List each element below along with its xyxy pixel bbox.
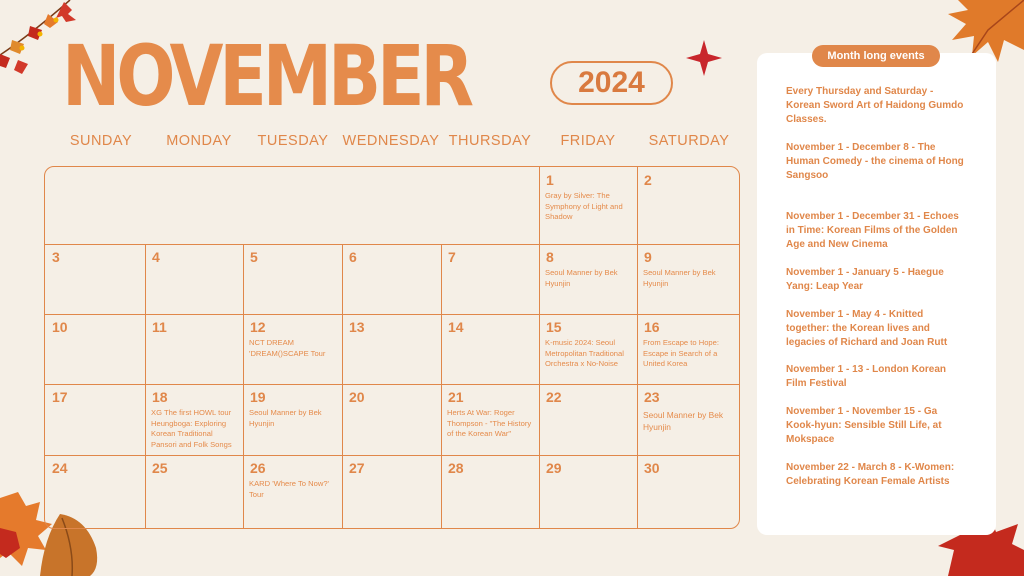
day-number: 9 [644, 249, 652, 265]
day-cell[interactable] [45, 314, 145, 384]
month-event-item: November 1 - 13 - London Korean Film Festival [786, 364, 947, 389]
day-event: KARD 'Where To Now?' Tour [249, 479, 329, 499]
day-number: 3 [52, 249, 60, 265]
weekday-thursday: THURSDAY [448, 133, 532, 149]
day-number: 29 [546, 460, 562, 476]
year-badge: 2024 [550, 61, 673, 105]
day-event-line: Heungboga: Exploring Korean Traditional Pansori and Folk Songs [151, 418, 232, 449]
month-event-item: November 1 - November 15 - Ga Kook-hyun: Sensible Still Life, at Mokspace [786, 406, 942, 445]
weekday-saturday: SATURDAY [648, 133, 730, 149]
day-event: From Escape to Hope: Escape in Search of a United Korea [643, 338, 719, 368]
day-cell[interactable] [539, 314, 637, 384]
day-number: 14 [448, 319, 464, 335]
sparkle-star-icon [686, 40, 722, 76]
day-cell[interactable] [539, 244, 637, 314]
day-number: 7 [448, 249, 456, 265]
day-event: K-music 2024: Seoul Metropolitan Traditional Orchestra x No-Noise [545, 338, 624, 368]
day-number: 17 [52, 389, 68, 405]
weekday-monday: MONDAY [166, 133, 232, 149]
day-cell[interactable] [441, 455, 539, 528]
events-panel-header: Month long events [812, 45, 940, 67]
day-number: 20 [349, 389, 365, 405]
day-cell[interactable] [145, 314, 243, 384]
day-cell[interactable] [243, 314, 342, 384]
day-cell[interactable] [637, 455, 737, 528]
day-cell[interactable] [243, 244, 342, 314]
day-number: 13 [349, 319, 365, 335]
day-cell[interactable] [342, 244, 441, 314]
day-cell[interactable] [441, 384, 539, 455]
day-cell[interactable] [342, 384, 441, 455]
day-event: Seoul Manner by Bek Hyunjin [545, 268, 618, 288]
month-event-item: November 1 - May 4 - Knitted together: the Korean lives and legacies of Richard and Joan Rutt [786, 309, 948, 348]
day-cell[interactable] [539, 384, 637, 455]
day-cell[interactable] [441, 314, 539, 384]
day-number: 25 [152, 460, 168, 476]
day-event: NCT DREAM 'DREAM()SCAPE Tour [249, 338, 326, 358]
day-number: 12 [250, 319, 266, 335]
day-cell[interactable] [342, 455, 441, 528]
day-event [151, 408, 239, 450]
day-cell[interactable] [145, 244, 243, 314]
month-event-item: November 22 - March 8 - K-Women: Celebrating Korean Female Artists [786, 462, 955, 487]
day-number: 10 [52, 319, 68, 335]
day-number: 1 [546, 172, 554, 188]
day-cell[interactable] [637, 384, 737, 455]
day-number: 30 [644, 460, 660, 476]
day-number: 23 [644, 389, 660, 405]
day-cell[interactable] [145, 455, 243, 528]
day-number: 2 [644, 172, 652, 188]
day-number: 19 [250, 389, 266, 405]
day-number: 5 [250, 249, 258, 265]
day-number: 21 [448, 389, 464, 405]
day-cell[interactable] [637, 314, 737, 384]
day-event: Seoul Manner by Bek Hyunjin [643, 410, 724, 432]
month-title: NOVEMBER [62, 27, 470, 125]
weekday-tuesday: TUESDAY [257, 133, 329, 149]
day-cell[interactable] [243, 384, 342, 455]
day-event: Herts At War: Roger Thompson - "The History of the Korean War" [447, 408, 532, 438]
day-cell[interactable] [637, 167, 737, 244]
day-cell[interactable] [539, 167, 637, 244]
day-number: 4 [152, 249, 160, 265]
day-number: 16 [644, 319, 660, 335]
weekday-friday: FRIDAY [560, 133, 616, 149]
day-event: Seoul Manner by Bek Hyunjin [249, 408, 322, 428]
day-number: 26 [250, 460, 266, 476]
day-event: Seoul Manner by Bek Hyunjin [643, 268, 716, 288]
day-number: 8 [546, 249, 554, 265]
weekday-header [44, 133, 740, 151]
day-cell[interactable] [45, 455, 145, 528]
month-event-item: November 1 - December 31 - Echoes in Time: Korean Films of the Golden Age and New Cinema [786, 211, 959, 250]
day-cell[interactable] [441, 244, 539, 314]
day-cell[interactable] [145, 384, 243, 455]
weekday-sunday: SUNDAY [69, 133, 133, 149]
day-number: 22 [546, 389, 562, 405]
day-cell[interactable] [45, 384, 145, 455]
month-event-item: November 1 - December 8 - The Human Comedy - the cinema of Hong Sangsoo [786, 142, 964, 181]
day-cell[interactable] [243, 455, 342, 528]
day-number: 18 [152, 389, 168, 405]
day-number: 28 [448, 460, 464, 476]
calendar-grid [44, 166, 740, 529]
weekday-wednesday: WEDNESDAY [342, 133, 440, 149]
day-cell[interactable] [637, 244, 737, 314]
day-number: 24 [52, 460, 68, 476]
day-cell[interactable] [539, 455, 637, 528]
day-event-line: XG The first HOWL tour [151, 408, 232, 417]
month-event-item: Every Thursday and Saturday - Korean Sword Art of Haidong Gumdo Classes. [786, 86, 964, 125]
day-number: 11 [152, 319, 167, 335]
day-cell[interactable] [45, 244, 145, 314]
month-event-item: November 1 - January 5 - Haegue Yang: Leap Year [786, 267, 944, 292]
day-number: 27 [349, 460, 365, 476]
day-number: 15 [546, 319, 562, 335]
day-cell[interactable] [342, 314, 441, 384]
day-event: Gray by Silver: The Symphony of Light and Shadow [545, 191, 623, 221]
day-number: 6 [349, 249, 357, 265]
